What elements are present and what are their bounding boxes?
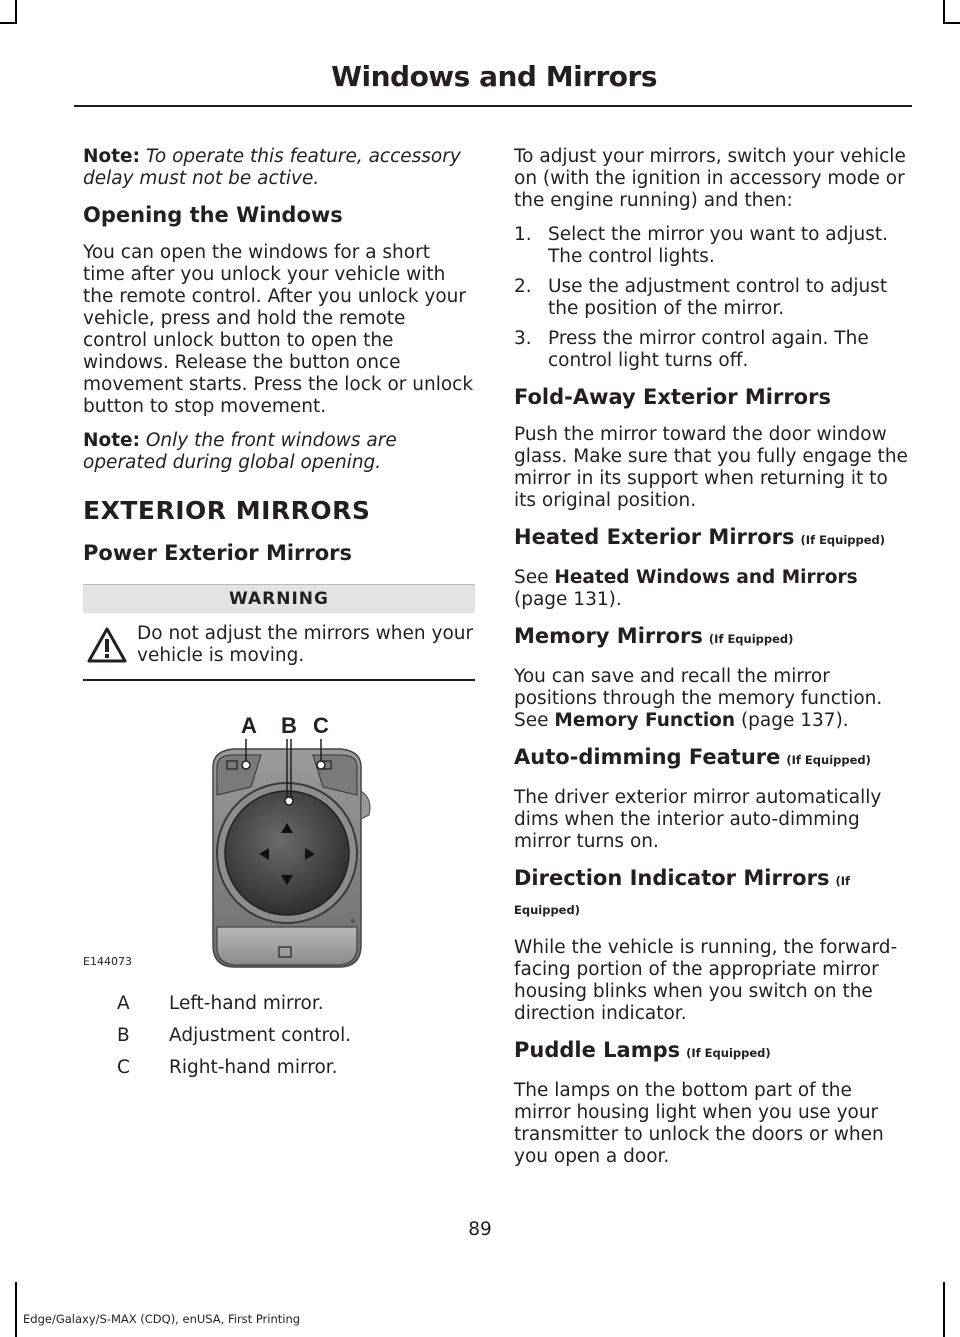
note-label: Note: xyxy=(83,430,140,451)
page-title: Windows and Mirrors xyxy=(331,60,657,93)
legend-text: Right-hand mirror. xyxy=(169,1057,338,1078)
heading-text: Memory Mirrors xyxy=(514,624,703,648)
page-ref: (page 137). xyxy=(740,710,849,731)
legend-row xyxy=(83,1057,475,1079)
adjust-steps xyxy=(514,224,908,372)
direction-indicator-heading xyxy=(514,865,908,923)
see-text: See xyxy=(514,567,549,588)
header-rule xyxy=(74,105,912,107)
legend-row xyxy=(83,993,475,1015)
autodim-text: The driver exterior mirror automatically dims when the interior auto-dimming mirror turns on. xyxy=(514,787,882,852)
heading-text: Puddle Lamps xyxy=(514,1038,681,1062)
step-item xyxy=(514,276,908,320)
heated-text xyxy=(514,567,908,611)
legend-text: Left-hand mirror. xyxy=(169,993,324,1014)
figure-id: E144073 xyxy=(83,955,132,968)
step-item xyxy=(514,328,908,372)
legend-text: Adjustment control. xyxy=(169,1025,352,1046)
puddle-lamps-text: The lamps on the bottom part of the mirror housing light when you use your transmitter to unlock the doors or when you open a door. xyxy=(514,1080,884,1167)
figure-legend xyxy=(83,993,475,1079)
if-equipped-label: (If Equipped) xyxy=(514,874,850,917)
opening-windows-text: You can open the windows for a short time after you unlock your vehicle with the remote control. After you unlock your vehicle, press and hold the remote control unlock button to open the windows. Release the button once movement starts. Press the lock or unlock button to stop movement. xyxy=(83,242,474,417)
note-text: Only the front windows are operated during global opening. xyxy=(83,430,397,473)
legend-key: B xyxy=(117,1025,130,1046)
autodim-heading xyxy=(514,744,908,773)
page-number: 89 xyxy=(468,1219,492,1240)
crop-mark xyxy=(0,22,17,24)
crop-mark xyxy=(15,1282,17,1337)
legend-key: A xyxy=(117,993,130,1014)
foldaway-text: Push the mirror toward the door window glass. Make sure that you fully engage the mirror in its support when returning it to its original position. xyxy=(514,424,908,511)
puddle-lamps-heading xyxy=(514,1037,908,1066)
warning-triangle-icon xyxy=(87,627,127,663)
crop-mark xyxy=(943,22,960,24)
step-text: Select the mirror you want to adjust. The control lights. xyxy=(548,224,889,267)
heated-mirrors-heading xyxy=(514,524,908,553)
note-label: Note: xyxy=(83,146,140,167)
legend-row xyxy=(83,1025,475,1047)
if-equipped-label: (If Equipped) xyxy=(786,753,871,767)
step-number: 1. xyxy=(514,224,532,245)
memory-body: You can save and recall the mirror positions through the memory function. See xyxy=(514,666,883,731)
crop-mark xyxy=(15,0,17,24)
mirror-control-illustration xyxy=(83,695,475,977)
step-text: Press the mirror control again. The control light turns off. xyxy=(548,328,869,371)
step-number: 3. xyxy=(514,328,532,349)
warning-title: WARNING xyxy=(83,584,475,613)
note-windows xyxy=(83,146,475,190)
callout-a: A xyxy=(241,713,257,738)
adjust-intro: To adjust your mirrors, switch your vehicle on (with the ignition in accessory mode or the engine running) and then: xyxy=(514,146,906,211)
memory-function-link[interactable]: Memory Function xyxy=(554,710,736,731)
memory-text xyxy=(514,666,908,732)
if-equipped-label: (If Equipped) xyxy=(708,632,794,646)
warning-body xyxy=(83,613,475,681)
warning-text: Do not adjust the mirrors when your vehicle is moving. xyxy=(137,623,474,666)
foldaway-heading: Fold-Away Exterior Mirrors xyxy=(514,385,831,409)
callout-b: B xyxy=(281,713,297,738)
left-column xyxy=(83,146,475,1089)
step-number: 2. xyxy=(514,276,532,297)
step-text: Use the adjustment control to adjust the position of the mirror. xyxy=(548,276,888,319)
heading-text: Direction Indicator Mirrors xyxy=(514,866,830,890)
mirror-control-figure xyxy=(83,695,475,977)
if-equipped-label: (If Equipped) xyxy=(686,1046,771,1060)
crop-mark xyxy=(943,0,945,24)
legend-key: C xyxy=(117,1057,130,1078)
section-heading: EXTERIOR MIRRORS xyxy=(83,496,371,525)
opening-windows-heading: Opening the Windows xyxy=(83,203,343,227)
power-mirrors-heading: Power Exterior Mirrors xyxy=(83,541,353,565)
if-equipped-label: (If Equipped) xyxy=(800,533,886,547)
warning-box xyxy=(83,584,475,681)
page-ref: (page 131). xyxy=(514,589,622,610)
heated-windows-link[interactable]: Heated Windows and Mirrors xyxy=(554,567,858,588)
direction-indicator-text: While the vehicle is running, the forward-facing portion of the appropriate mirror housing blinks when you switch on the direction indicator. xyxy=(514,937,898,1024)
callout-c: C xyxy=(313,713,329,738)
right-column xyxy=(514,146,908,1180)
footer-text: Edge/Galaxy/S-MAX (CDQ), enUSA, First Printing xyxy=(23,1312,301,1326)
note-global-opening xyxy=(83,430,475,474)
heading-text: Heated Exterior Mirrors xyxy=(514,525,795,549)
step-item xyxy=(514,224,908,268)
memory-mirrors-heading xyxy=(514,623,908,652)
heading-text: Auto-dimming Feature xyxy=(514,745,781,769)
note-text: To operate this feature, accessory delay must not be active. xyxy=(83,146,461,189)
crop-mark xyxy=(943,1282,945,1337)
